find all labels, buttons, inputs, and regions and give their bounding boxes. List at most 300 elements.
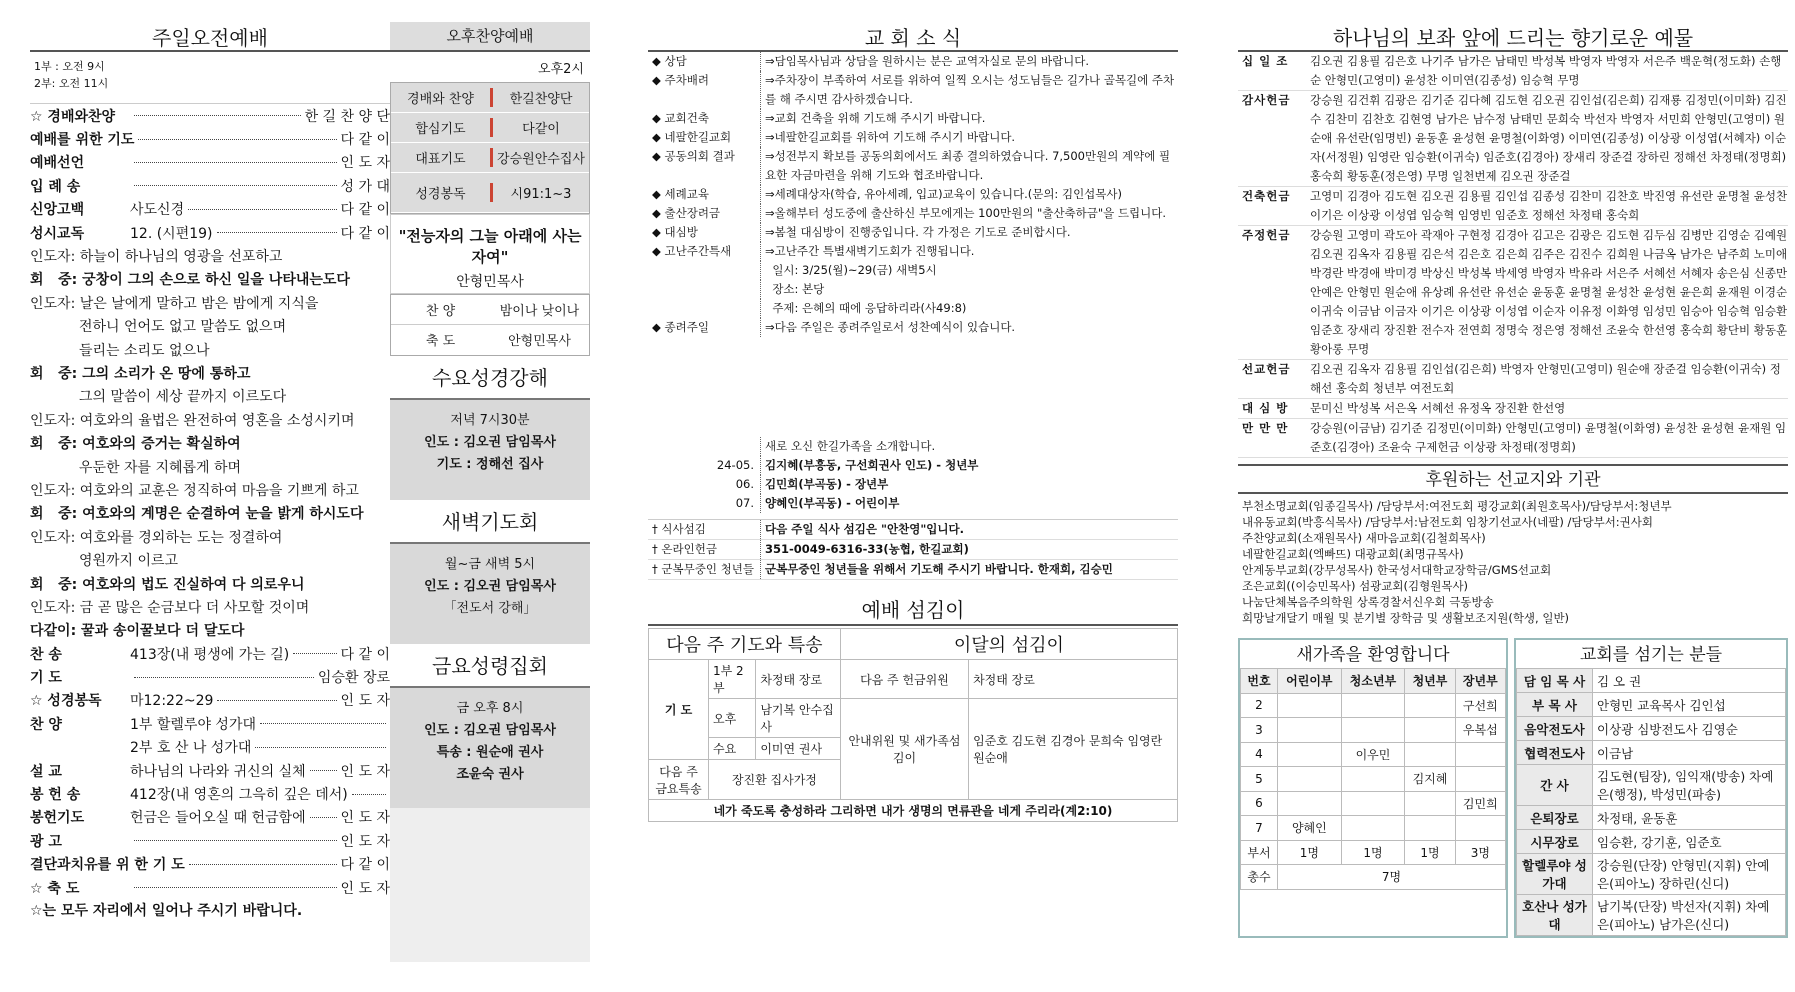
order-leader: 인 도 자: [340, 810, 390, 827]
welcome-cell: [1405, 693, 1455, 718]
verse: 네가 죽도록 충성하라 그리하면 내가 생명의 면류관을 네게 주리라(계2:10): [649, 800, 1178, 822]
order-leader: 인 도 자: [340, 155, 390, 172]
news-val: 주제: 은혜의 때에 응답하리라(사49:8): [760, 299, 1178, 318]
mission-line: 내유동교회(박흥식목사) /담당부서:남전도회 임창기선교사(네팔) /담당부서:권사회: [1242, 515, 1654, 529]
news-key: [648, 280, 760, 299]
time-2: 2부: 오전 11시: [34, 77, 109, 90]
afternoon-panel: [390, 22, 590, 962]
welcome-cell: [1405, 742, 1455, 767]
news-row: [648, 109, 1178, 128]
order-label: 기 도: [30, 670, 62, 687]
misc-val: 다음 주일 식사 섬김은 "안찬영"입니다.: [760, 520, 1178, 539]
order-row: [30, 853, 390, 876]
offering-key: 감사헌금: [1242, 93, 1291, 107]
afternoon-order-2: [390, 294, 590, 356]
afternoon-order: [390, 82, 590, 214]
news-row: [648, 223, 1178, 242]
news-val: ⇒올해부터 성도중에 출산하신 부모에게는 100만원의 "출산축하금"을 드립니다.: [760, 204, 1178, 223]
order-detail: 마12:22~29: [130, 693, 214, 710]
welcome-head-cell: 어린이부: [1278, 669, 1342, 694]
wed-line: 기도 : 정해선 집사: [436, 457, 544, 472]
time-1: 1부 : 오전 9시: [34, 60, 105, 73]
news-val: ⇒네팔한길교회를 위하여 기도해 주시기 바랍니다.: [760, 128, 1178, 147]
order-row: [30, 642, 390, 665]
welcome-table: [1240, 668, 1506, 890]
news-key: ◆ 세례교육: [652, 187, 709, 201]
order-row: [391, 113, 589, 143]
mission-title: 후원하는 선교지와 기관: [1238, 464, 1788, 494]
pray-val: 이미연 권사: [756, 738, 841, 760]
offering-names: 김오권 김옥자 김용필 김인섭(김은희) 박영자 안형민(고영미) 원순애 장준걸 임승환(이귀숙) 정해선 홍숙희 청년부 여전도회: [1310, 362, 1781, 395]
welcome-cell: [1455, 816, 1505, 841]
staff-role: 협력전도사: [1517, 741, 1593, 765]
welcome-row: [1241, 693, 1506, 718]
welcome-cell: [1405, 816, 1455, 841]
offering-names: 고영미 김경아 김도현 김오권 김용필 김인섭 김종성 김찬미 김찬호 박진영 유선란 윤명철 윤성찬 이기은 이상광 이성엽 임승혁 임영빈 임준호 정해선 차정태 홍숙희: [1310, 189, 1788, 222]
mission-line: 나눔단체복음주의학원 상록경찰서신우회 극동방송: [1242, 595, 1494, 609]
wed-title: 수요성경강해: [390, 356, 590, 400]
offering-names: 강승원(이금남) 김기준 김정민(이미화) 안형민(고영미) 윤명철(이화영) 윤성찬 윤성현 윤재원 임준호(김경아) 조윤숙 구제헌금 이상광 차정태(정명희): [1310, 421, 1787, 454]
staff-names: 남기복(단장) 박선자(지휘) 차예은(피아노) 남가은(신디): [1593, 895, 1786, 936]
news-val: ⇒주차장이 부족하여 서로를 위하여 일찍 오시는 성도님들은 길가나 골목길에 주차를 해 주시면 감사하겠습니다.: [760, 71, 1178, 109]
wed-line: 저녁 7시30분: [450, 413, 530, 428]
order-detail: 413장(내 평생에 가는 길): [130, 646, 290, 663]
welcome-cell: [1341, 791, 1405, 816]
welcome-cell: [1341, 718, 1405, 743]
reading-line: 인도자: 금 곧 많은 순금보다 더 사모할 것이며: [30, 599, 310, 616]
staff-row: [1517, 895, 1786, 936]
morning-service-panel: [30, 22, 390, 962]
order-row: [30, 689, 390, 712]
news-row: [648, 242, 1178, 261]
mission-line: 희망날개달기 매월 및 분기별 장학금 및 생활보조지원(학생, 일반): [1242, 611, 1570, 625]
offering-list: [1238, 52, 1788, 458]
next-week-title: 다음 주 기도와 특송: [649, 629, 841, 660]
news-val: ⇒성전부지 확보를 공동의회에서도 최종 결의하였습니다. 7,500만원의 계약에 필요한 자금마련을 위해 기도와 협조바랍니다.: [760, 147, 1178, 185]
order-detail: 하나님의 나라와 귀신의 실체: [130, 763, 306, 780]
welcome-total-val: 7명: [1278, 865, 1506, 890]
order-label: 찬 양: [30, 716, 62, 733]
reading-line: 다같이: 꿀과 송이꿀보다 더 달도다: [30, 623, 245, 640]
order-leader: 다 같 이: [340, 857, 390, 874]
order-label: 봉헌기도: [30, 810, 85, 827]
welcome-title: 새가족을 환영합니다: [1296, 645, 1450, 665]
news-row: [648, 185, 1178, 204]
news-key: ◆ 주차배려: [652, 73, 709, 87]
order-label: 광 고: [30, 833, 62, 850]
order-leader: 성 가 대: [340, 178, 390, 195]
staff-role: 간 사: [1517, 765, 1593, 806]
order-key: 대표기도: [415, 152, 466, 167]
order-list-2: [30, 642, 390, 899]
news-row: [648, 280, 1178, 299]
serve-table: [648, 628, 1178, 822]
order-leader: 인 도 자: [340, 763, 390, 780]
order-row: [30, 876, 390, 899]
reading-line: 인도자: 여호와의 율법은 완전하여 영혼을 소성시키며: [30, 412, 355, 429]
staff-role: 담 임 목 사: [1517, 669, 1593, 693]
family-row: [648, 456, 1178, 475]
welcome-cell: [1405, 791, 1455, 816]
order-label: 성시교독: [30, 225, 85, 242]
reading-line: 회 중: 여호와의 계명은 순결하여 눈을 밝게 하시도다: [30, 506, 364, 523]
order-detail: 1부 할렐루야 성가대: [130, 716, 256, 733]
order-key: 축 도: [425, 334, 456, 349]
offering-key: 주정헌금: [1242, 228, 1291, 242]
offering-row: [1238, 399, 1788, 419]
reading-line: 회 중: 궁창이 그의 손으로 하신 일을 나타내는도다: [30, 272, 350, 289]
welcome-cell: [1341, 693, 1405, 718]
leader-dots: [310, 770, 337, 771]
leader-dots: [134, 840, 337, 841]
order-row: [30, 127, 390, 150]
order-val: 밤이나 낮이나: [499, 304, 580, 319]
reading-line: 인도자: 날은 날에게 말하고 밤은 밤에게 지식을: [30, 295, 319, 312]
order-label: 예배선언: [30, 155, 85, 172]
offering-names: 문미신 박성복 서은옥 서혜선 유정옥 장진환 한선영: [1310, 401, 1566, 415]
morning-service-title: 주일오전예배: [30, 22, 390, 52]
service-times: [30, 52, 390, 104]
family-row: [648, 437, 1178, 456]
staff-names: 안형민 교육목사 김인섭: [1593, 693, 1786, 717]
staff-role: 시무장로: [1517, 830, 1593, 854]
welcome-head-cell: 청소년부: [1341, 669, 1405, 694]
order-leader: 인 도 자: [340, 693, 390, 710]
staff-row: [1517, 669, 1786, 693]
fri-box: [390, 688, 590, 808]
order-label: ☆ 성경봉독: [30, 693, 102, 710]
welcome-cell: 3명: [1455, 840, 1505, 865]
news-row: [648, 204, 1178, 223]
leader-dots: [217, 232, 337, 233]
order-row: [30, 782, 390, 805]
afternoon-time: 오후2시: [390, 52, 590, 82]
order-row: [391, 83, 589, 113]
news-val: ⇒교회 건축을 위해 기도해 주시기 바랍니다.: [760, 109, 1178, 128]
offering-row: [1238, 360, 1788, 399]
order-label: 봉 헌 송: [30, 787, 81, 804]
welcome-cell: [1341, 816, 1405, 841]
order-leader: 다 같 이: [340, 132, 390, 149]
guide-key: 안내위원 및 새가족섬김이: [840, 699, 968, 800]
order-row: [30, 759, 390, 782]
welcome-cell: [1278, 693, 1342, 718]
news-key: ◆ 네팔한길교회: [652, 130, 732, 144]
offer-key: 다음 주 헌금위원: [840, 660, 968, 699]
staff-row: [1517, 854, 1786, 895]
welcome-cell: 7: [1241, 816, 1278, 841]
misc-row: [648, 520, 1178, 540]
staff-role: 음악전도사: [1517, 717, 1593, 741]
offering-names: 강승원 고영미 곽도아 곽재아 구현정 김경아 김고은 김광은 김도현 김두심 김병만 김영순 김예원 김오권 김옥자 김용필 김은석 김은호 김은희 김주은 김진수 김희원 나금옥 남가은 남주희 노미애 박경란 박경애 박미경 박상신 박성복 박세영 박영자 박유라 서은주 서혜선 서혜자 송은심 신종만 안예은 안형민 원순애 유상례 유선란 유선순 윤동훈 윤명철 윤성찬 윤성현 윤은희 윤재원 이경순 이귀숙 이금남 이금자 이기은 이상광 이성엽 이순자 이유정 이화영 임성민 임승아 임승혁 임승환 임준호 장새리 장진환 전수자 전연희 정명숙 정은영 정해선 조윤숙 한선영 홍숙희 황단비 황동훈 황아롱 무명: [1310, 228, 1788, 356]
welcome-head-cell: 번호: [1241, 669, 1278, 694]
leader-dots: [255, 747, 386, 748]
footnote: ☆는 모두 자리에서 일어나 주시기 바랍니다.: [30, 903, 303, 920]
welcome-cell: [1278, 791, 1342, 816]
reading-line: 전하니 언어도 없고 말씀도 없으며: [30, 319, 287, 336]
dawn-line: 「전도서 강해」: [443, 601, 537, 616]
fri-val: 장진환 집사가정: [709, 760, 841, 800]
welcome-cell: 김민희: [1455, 791, 1505, 816]
welcome-row: [1241, 718, 1506, 743]
staff-row: [1517, 693, 1786, 717]
order-row: [30, 736, 390, 759]
welcome-cell: 2: [1241, 693, 1278, 718]
leader-dots: [260, 723, 386, 724]
welcome-head-cell: 청년부: [1405, 669, 1455, 694]
welcome-cell: 우복섭: [1455, 718, 1505, 743]
order-leader: 다 같 이: [340, 225, 390, 242]
leader-dots: [134, 115, 301, 116]
fri-line: 금 오후 8시: [456, 701, 524, 716]
news-key: ◆ 대심방: [652, 225, 698, 239]
serve-title: 예배 섬김이: [648, 594, 1178, 626]
staff-row: [1517, 830, 1786, 854]
order-row: [30, 806, 390, 829]
dawn-line: 인도 : 김오권 담임목사: [424, 579, 556, 594]
reading-line: 회 중: 여호와의 법도 진실하여 다 의로우니: [30, 576, 305, 593]
news-row: [648, 318, 1178, 337]
news-row: [648, 52, 1178, 71]
reading-line: 회 중: 그의 소리가 온 땅에 통하고: [30, 365, 251, 382]
misc-val: 351-0049-6316-33(농협, 한길교회): [760, 540, 1178, 559]
news-val: ⇒고난주간 특별새벽기도회가 진행됩니다.: [760, 242, 1178, 261]
order-val: 다같이: [490, 118, 589, 137]
reading-line: 그의 말씀이 세상 끝까지 이르도다: [30, 389, 287, 406]
news-val: ⇒세례대상자(학습, 유아세례, 입교)교육이 있습니다.(문의: 김인섭목사): [760, 185, 1178, 204]
staff-role: 할렐루야 성가대: [1517, 854, 1593, 895]
order-label: 신앙고백: [30, 202, 85, 219]
family-name: 김민희(부곡동) - 장년부: [760, 475, 1178, 494]
order-detail: 헌금은 들어오실 때 헌금함에: [130, 810, 306, 827]
order-row: [391, 173, 589, 213]
offering-names: 강승원 김건휘 김광은 김기준 김다혜 김도현 김오권 김인섭(김은희) 김재룡 김정민(이미화) 김진수 김찬미 김찬호 김현영 남가은 남수정 남태민 문희숙 박선자 박영자 서민희 안형민(고영미) 원순애 유선란(임명빈) 윤동훈 윤성현 윤명철(이화영) 이미연(김종성) 이상광 이성엽(서혜자) 이순자(서정원) 임영란 임승환(이귀숙) 임준호(김경아) 장새리 장준걸 장하린 정해선 차정태(정명희) 홍숙희 황동훈(정은영) 무명 일천번제 김오권 장준걸: [1310, 93, 1787, 183]
order-leader: 인 도 자: [340, 833, 390, 850]
order-val: 한길찬양단: [490, 88, 589, 107]
leader-dots: [189, 864, 337, 865]
staff-names: 이상광 심방전도사 김영순: [1593, 717, 1786, 741]
misc-key: † 온라인헌금: [652, 542, 717, 556]
dawn-title: 새벽기도회: [390, 500, 590, 544]
order-leader: 임승환 장로: [317, 670, 390, 687]
offering-key: 만 만 만: [1242, 421, 1289, 435]
welcome-total: [1241, 865, 1506, 890]
welcome-cell: [1278, 742, 1342, 767]
offering-row: [1238, 91, 1788, 187]
welcome-cell: [1455, 742, 1505, 767]
order-key: 찬 양: [425, 304, 456, 319]
order-row: [30, 198, 390, 221]
leader-dots: [134, 887, 337, 888]
welcome-cell: [1278, 718, 1342, 743]
leader-dots: [138, 139, 336, 140]
reading-line: 영원까지 이르고: [30, 553, 179, 570]
news-key: ◆ 상담: [652, 54, 687, 68]
leader-dots: [293, 653, 336, 654]
news-key: ◆ 공동의회 결과: [652, 149, 735, 163]
month-title: 이달의 섬김이: [840, 629, 1177, 660]
order-key: 성경봉독: [415, 187, 466, 202]
order-detail: 사도신경: [130, 202, 185, 219]
order-val: 시91:1~3: [490, 183, 589, 202]
staff-names: 차정태, 윤동훈: [1593, 806, 1786, 830]
order-key: 합심기도: [415, 122, 466, 137]
welcome-cell: 3: [1241, 718, 1278, 743]
fri-title: 금요성령집회: [390, 644, 590, 688]
order-label: 찬 송: [30, 646, 62, 663]
staff-box: [1514, 638, 1788, 938]
order-row: [391, 325, 589, 355]
reading-line: 인도자: 하늘이 하나님의 영광을 선포하고: [30, 249, 283, 266]
staff-role: 은퇴장로: [1517, 806, 1593, 830]
offering-panel: [1238, 22, 1788, 962]
mission-line: 조은교회((이승민목사) 섬광교회(김형원목사): [1242, 579, 1469, 593]
order-row: [30, 829, 390, 852]
order-detail: 12. (시편19): [130, 225, 213, 242]
welcome-cell: [1278, 767, 1342, 792]
misc-row: [648, 540, 1178, 560]
news-key: ◆ 교회건축: [652, 111, 709, 125]
wed-box: [390, 400, 590, 500]
offering-key: 대 심 방: [1242, 401, 1289, 415]
order-detail: 412장(내 영혼의 그윽히 깊은 데서): [130, 787, 348, 804]
order-leader: 다 같 이: [340, 646, 390, 663]
news-val: 일시: 3/25(월)~29(금) 새벽5시: [760, 261, 1178, 280]
reading-line: 우둔한 자를 지혜롭게 하며: [30, 459, 242, 476]
welcome-cell: 5: [1241, 767, 1278, 792]
leader-dots: [217, 700, 336, 701]
news-key: ◆ 고난주간특새: [652, 244, 732, 258]
mission-line: 부천소명교회(임종길목사) /담당부서:여전도회 평강교회(최원호목사)/담당부서:청년부: [1242, 499, 1672, 513]
welcome-cell: 1명: [1278, 840, 1342, 865]
staff-names: 김도현(팀장), 임익재(방송) 차예은(행정), 박성민(파송): [1593, 765, 1786, 806]
fri-line: 조윤숙 권사: [456, 767, 524, 782]
order-val: 강승원안수집사: [490, 148, 589, 167]
staff-table: [1516, 668, 1786, 936]
welcome-cell: 4: [1241, 742, 1278, 767]
mission-line: 주찬양교회(소재원목사) 새마음교회(김철희목사): [1242, 531, 1486, 545]
leader-dots: [134, 185, 337, 186]
fri-line: 특송 : 원순애 권사: [436, 745, 544, 760]
offering-key: 선교헌금: [1242, 362, 1291, 376]
mission-line: 안계동부교회(강무성목사) 한국성서대학교장학금/GMS선교회: [1242, 563, 1552, 577]
news-key: [648, 299, 760, 318]
misc-row: [648, 560, 1178, 580]
leader-dots: [134, 677, 314, 678]
news-val: 장소: 본당: [760, 280, 1178, 299]
order-leader: 한 길 찬 양 단: [304, 108, 390, 125]
misc-key: † 군복무중인 청년들: [652, 562, 754, 576]
news-row: [648, 128, 1178, 147]
welcome-cell: 1명: [1341, 840, 1405, 865]
welcome-cell: 김지혜: [1405, 767, 1455, 792]
order-label: 설 교: [30, 763, 62, 780]
misc-key: † 식사섬김: [652, 522, 706, 536]
reading-line: 인도자: 여호와의 교훈은 정직하여 마음을 기쁘게 하고: [30, 482, 359, 499]
staff-names: 김 오 권: [1593, 669, 1786, 693]
family-intro: 새로 오신 한길가족을 소개합니다.: [760, 437, 1178, 456]
news-row: [648, 147, 1178, 185]
welcome-row: [1241, 816, 1506, 841]
preacher: 안형민목사: [456, 274, 524, 290]
welcome-box: [1238, 638, 1508, 938]
offering-key: 십 일 조: [1242, 54, 1289, 68]
news-val: ⇒다음 주일은 종려주일로서 성찬예식이 있습니다.: [760, 318, 1178, 337]
bottom-tables: [1238, 638, 1788, 938]
family-name: 김지혜(부흥동, 구선희권사 인도) - 청년부: [760, 456, 1178, 475]
order-row: [391, 143, 589, 173]
pray-val: 남기복 안수집사: [756, 699, 841, 738]
staff-row: [1517, 765, 1786, 806]
staff-names: 이금남: [1593, 741, 1786, 765]
pray-key: 오후: [709, 699, 756, 738]
afternoon-title: 오후찬양예배: [390, 22, 590, 52]
order-row: [30, 221, 390, 244]
order-row: [30, 151, 390, 174]
order-label: 예배를 위한 기도: [30, 132, 135, 149]
welcome-total-key: 총수: [1241, 865, 1278, 890]
guide-val: 임준호 김도현 김경아 문희숙 임영란 원순애: [969, 699, 1178, 800]
offer-val: 차정태 장로: [969, 660, 1178, 699]
welcome-cell: [1341, 767, 1405, 792]
welcome-cell: [1405, 718, 1455, 743]
staff-row: [1517, 806, 1786, 830]
pray-label: 기 도: [649, 660, 709, 760]
dawn-line: 월~금 새벽 5시: [444, 557, 536, 572]
welcome-row: [1241, 840, 1506, 865]
welcome-head: [1241, 669, 1506, 694]
order-row: [30, 712, 390, 735]
order-leader: 인 도 자: [340, 880, 390, 897]
news-title: 교 회 소 식: [648, 22, 1178, 52]
pray-key: 1부 2부: [709, 660, 756, 699]
reading-line: 회 중: 여호와의 증거는 확실하여: [30, 436, 241, 453]
dawn-box: [390, 544, 590, 644]
news-list: [648, 52, 1178, 337]
fri-key: 다음 주 금요특송: [649, 760, 709, 800]
staff-names: 강승원(단장) 안형민(지휘) 안예은(피아노) 장하린(신디): [1593, 854, 1786, 895]
welcome-cell: 1명: [1405, 840, 1455, 865]
family-row: [648, 494, 1178, 513]
offering-row: [1238, 226, 1788, 360]
sermon-title: "전능자의 그늘 아래에 사는 자여": [398, 227, 582, 266]
offering-names: 김오권 김용필 김은호 나기주 남가은 남태민 박성복 박영자 박영자 서은주 백운혁(정도화) 손행순 안형민(고영미) 윤성찬 이미연(김종성) 임승혁 무명: [1310, 54, 1782, 87]
reading-line: 들리는 소리도 없으나: [30, 342, 210, 359]
family-date: 07.: [735, 496, 754, 510]
reading-line: 인도자: 여호와를 경외하는 도는 정결하여: [30, 529, 283, 546]
news-panel: [648, 22, 1178, 962]
offering-row: [1238, 52, 1788, 91]
family-date: 24-05.: [716, 458, 754, 472]
order-detail: 2부 호 산 나 성가대: [130, 740, 252, 757]
spacer: [648, 437, 760, 456]
offering-row: [1238, 187, 1788, 226]
news-key: ◆ 종려주일: [652, 320, 709, 334]
order-row: [30, 104, 390, 127]
staff-names: 임승환, 강기훈, 임준호: [1593, 830, 1786, 854]
mission-line: 네팔한길교회(엑빠뜨) 대광교회(최명규목사): [1242, 547, 1464, 561]
leader-dots: [310, 817, 337, 818]
misc-list: [648, 519, 1178, 580]
family-list: [648, 456, 1178, 513]
news-val: ⇒봄철 대심방이 진행중입니다. 각 가정은 기도로 준비합시다.: [760, 223, 1178, 242]
staff-row: [1517, 741, 1786, 765]
order-val: 안형민목사: [508, 334, 571, 349]
welcome-row: [1241, 742, 1506, 767]
news-val: ⇒담임목사님과 상담을 원하시는 분은 교역자실로 문의 바랍니다.: [760, 52, 1178, 71]
order-label: ☆ 경배와찬양: [30, 108, 116, 125]
welcome-cell: 6: [1241, 791, 1278, 816]
